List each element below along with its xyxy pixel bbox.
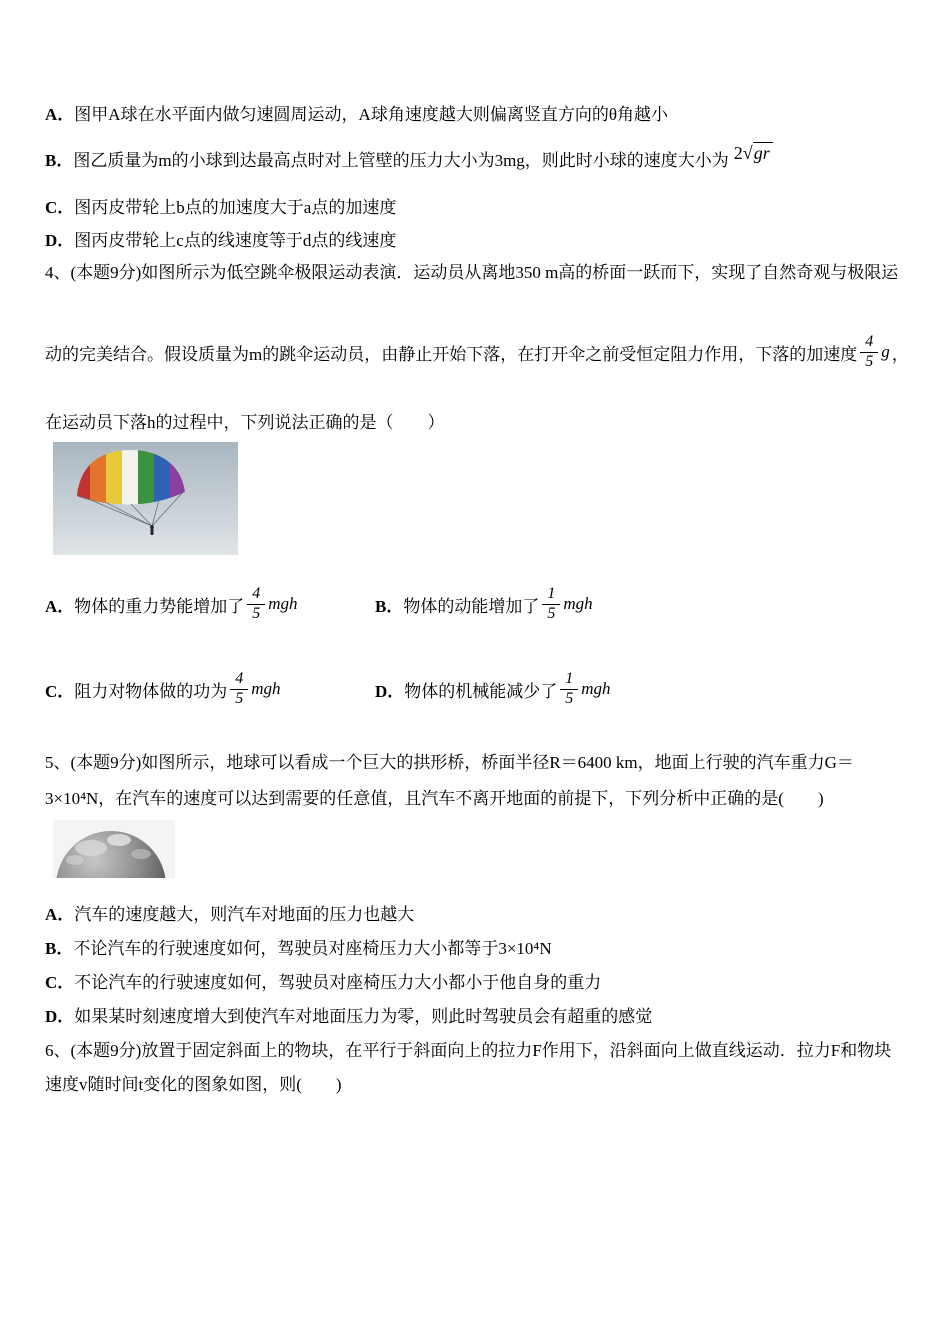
question-text: 5、(本题9分)如图所示，地球可以看成一个巨大的拱形桥，桥面半径R＝6400 km，地面上行驶的汽车重力G＝ (45, 753, 854, 772)
q5-stem-line2 (45, 788, 824, 810)
option-text: 物体的机械能减少了 (404, 681, 558, 701)
question-text: 动的完美结合。假设质量为m的跳伞运动员，由静止开始下落，在打开伞之前受恒定阻力作用，下落的加速度 (45, 344, 858, 364)
fraction-variable: mgh (581, 679, 611, 698)
q5-option-a (45, 904, 414, 926)
q4-option-b (375, 578, 595, 630)
option-label: A． (45, 596, 75, 616)
sqrt-expression (734, 142, 773, 164)
q3-option-c (45, 197, 396, 219)
option-text: 物体的重力势能增加了 (74, 596, 245, 616)
q5-option-d (45, 1006, 652, 1028)
fraction-denominator: 5 (252, 604, 261, 622)
fraction-denominator: 5 (547, 604, 556, 622)
q5-option-b (45, 938, 552, 960)
radicand: gr (753, 142, 773, 163)
q4-option-a (45, 578, 300, 630)
q3-option-d (45, 230, 396, 252)
option-label: B． (375, 596, 404, 616)
question-text: 在运动员下落h的过程中，下列说法正确的是（ ） (45, 413, 445, 432)
acceleration-fraction (860, 334, 878, 371)
option-label: D． (45, 231, 75, 250)
option-label: C． (45, 681, 75, 701)
q6-stem-line1 (45, 1040, 891, 1062)
option-fraction (230, 671, 248, 708)
fraction-variable: g (881, 342, 890, 361)
option-label: A． (45, 905, 75, 924)
fraction-denominator: 5 (865, 352, 874, 370)
earth-image (53, 820, 175, 878)
option-fraction (542, 586, 560, 623)
radical-sign-icon: √ (742, 143, 753, 163)
fraction-denominator: 5 (235, 689, 244, 707)
fraction-variable: mgh (563, 594, 593, 613)
q5-stem-line1 (45, 752, 854, 774)
question-text: 6、(本题9分)放置于固定斜面上的物块，在平行于斜面向上的拉力F作用下，沿斜面向上做直线运动．拉力F和物块 (45, 1041, 892, 1060)
option-text: 如果某时刻速度增大到使汽车对地面压力为零，则此时驾驶员会有超重的感觉 (74, 1007, 653, 1026)
skydiver-figure (150, 525, 154, 535)
fraction-numerator: 4 (860, 334, 878, 353)
fraction-numerator: 1 (542, 586, 560, 605)
q4-stem-line2 (45, 326, 909, 378)
q4-option-c (45, 663, 283, 715)
option-label: D． (375, 681, 405, 701)
option-text: 图甲A球在水平面内做匀速圆周运动，A球角速度越大则偏离竖直方向的θ角越小 (74, 105, 668, 124)
q4-stem-line3 (45, 412, 445, 434)
q3-option-b (45, 142, 773, 172)
fraction-denominator: 5 (565, 689, 574, 707)
option-text: 物体的动能增加了 (403, 596, 540, 616)
q4-stem-line1 (45, 262, 898, 284)
question-text: 4、(本题9分)如图所示为低空跳伞极限运动表演．运动员从离地350 m高的桥面一跃而下，实现了自然奇观与极限运 (45, 263, 899, 282)
option-label: D． (45, 1007, 75, 1026)
fraction-numerator: 1 (560, 671, 578, 690)
option-text: 图乙质量为m的小球到达最高点时对上管壁的压力大小为3mg，则此时小球的速度大小为 (73, 151, 729, 170)
fraction-numerator: 4 (230, 671, 248, 690)
fraction-variable: mgh (251, 679, 281, 698)
q5-option-c (45, 972, 601, 994)
parachute-graphic (53, 442, 238, 555)
option-text: 不论汽车的行驶速度如何，驾驶员对座椅压力大小都小于他自身的重力 (74, 973, 602, 992)
q3-option-a (45, 104, 668, 126)
option-fraction (560, 671, 578, 708)
earth-graphic (53, 820, 175, 878)
option-text: 图丙皮带轮上c点的线速度等于d点的线速度 (74, 231, 397, 250)
option-label: C． (45, 973, 75, 992)
fraction-numerator: 4 (247, 586, 265, 605)
option-text: 不论汽车的行驶速度如何，驾驶员对座椅压力大小都等于3×10⁴N (73, 939, 552, 958)
question-text-tail: ， (891, 344, 909, 364)
q4-option-d (375, 663, 613, 715)
option-label: A． (45, 105, 75, 124)
option-text: 汽车的速度越大，则汽车对地面的压力也越大 (74, 905, 415, 924)
fraction-variable: mgh (268, 594, 298, 613)
option-label: B． (45, 151, 74, 170)
question-text: 速度v随时间t变化的图象如图，则( ) (45, 1075, 342, 1094)
parachute-image (53, 442, 238, 555)
option-fraction (247, 586, 265, 623)
option-label: C． (45, 198, 75, 217)
q6-stem-line2 (45, 1074, 342, 1096)
question-text: 3×10⁴N，在汽车的速度可以达到需要的任意值，且汽车不离开地面的前提下，下列分析中正确的是( ) (45, 789, 824, 808)
option-text: 阻力对物体做的功为 (74, 681, 228, 701)
option-label: B． (45, 939, 74, 958)
sqrt-coefficient: 2 (733, 143, 743, 163)
option-text: 图丙皮带轮上b点的加速度大于a点的加速度 (74, 198, 397, 217)
